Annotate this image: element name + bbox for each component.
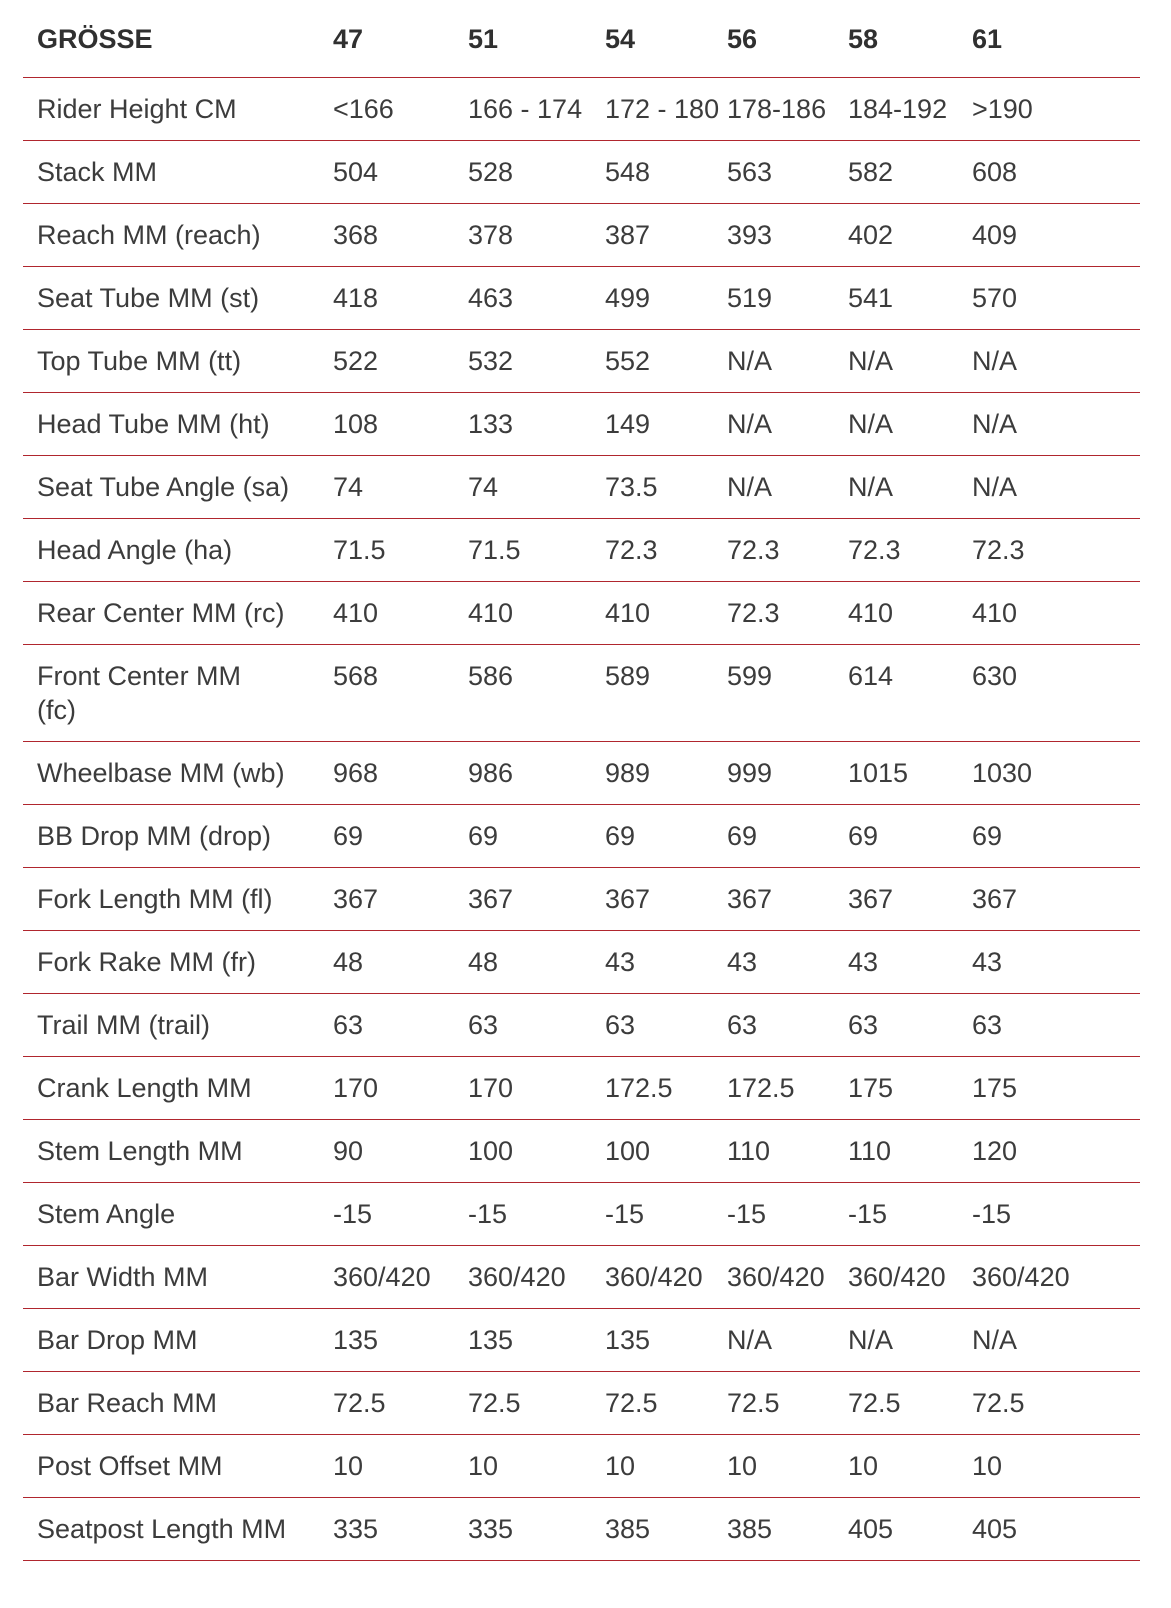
cell-value: 43 <box>972 931 1140 994</box>
cell-value: 170 <box>333 1057 468 1120</box>
cell-value: 367 <box>972 868 1140 931</box>
table-row <box>23 1120 1140 1183</box>
cell-value: 133 <box>468 393 605 456</box>
cell-value: 135 <box>468 1309 605 1372</box>
cell-value: 367 <box>333 868 468 931</box>
table-row <box>23 1498 1140 1561</box>
cell-value: 172 - 180 <box>605 78 727 141</box>
cell-value: 999 <box>727 742 848 805</box>
row-label: Seatpost Length MM <box>23 1498 333 1561</box>
row-label: Rear Center MM (rc) <box>23 582 333 645</box>
cell-value: 63 <box>727 994 848 1057</box>
cell-value: 48 <box>333 931 468 994</box>
cell-value: 360/420 <box>848 1246 972 1309</box>
cell-value: 368 <box>333 204 468 267</box>
cell-value: 10 <box>605 1435 727 1498</box>
cell-value: 72.3 <box>848 519 972 582</box>
cell-value: 110 <box>727 1120 848 1183</box>
cell-value: 72.3 <box>727 519 848 582</box>
row-label-line: Front Center MM <box>37 661 242 691</box>
cell-value: 402 <box>848 204 972 267</box>
table-row <box>23 994 1140 1057</box>
table-row <box>23 931 1140 994</box>
cell-value: 378 <box>468 204 605 267</box>
row-label: Wheelbase MM (wb) <box>23 742 333 805</box>
cell-value: 410 <box>468 582 605 645</box>
cell-value: 69 <box>468 805 605 868</box>
cell-value: 178-186 <box>727 78 848 141</box>
table-row <box>23 1372 1140 1435</box>
cell-value: 69 <box>848 805 972 868</box>
table-row <box>23 1057 1140 1120</box>
row-label: Top Tube MM (tt) <box>23 330 333 393</box>
cell-value: 110 <box>848 1120 972 1183</box>
size-column-header: 58 <box>848 0 972 78</box>
cell-value: 360/420 <box>972 1246 1140 1309</box>
table-row <box>23 1246 1140 1309</box>
cell-value: 63 <box>848 994 972 1057</box>
cell-value: N/A <box>972 1309 1140 1372</box>
table-row <box>23 519 1140 582</box>
cell-value: 120 <box>972 1120 1140 1183</box>
cell-value: 522 <box>333 330 468 393</box>
cell-value: 72.5 <box>972 1372 1140 1435</box>
cell-value: 135 <box>333 1309 468 1372</box>
row-label: Bar Reach MM <box>23 1372 333 1435</box>
cell-value: 586 <box>468 645 605 742</box>
cell-value: 135 <box>605 1309 727 1372</box>
cell-value: 184-192 <box>848 78 972 141</box>
cell-value: 582 <box>848 141 972 204</box>
cell-value: N/A <box>727 330 848 393</box>
row-label-line: (fc) <box>37 695 76 725</box>
table-row <box>23 330 1140 393</box>
cell-value: 170 <box>468 1057 605 1120</box>
row-label: Stack MM <box>23 141 333 204</box>
cell-value: 335 <box>468 1498 605 1561</box>
cell-value: >190 <box>972 78 1140 141</box>
cell-value: 463 <box>468 267 605 330</box>
table-row <box>23 267 1140 330</box>
size-column-header: 54 <box>605 0 727 78</box>
cell-value: 10 <box>333 1435 468 1498</box>
size-column-header: 51 <box>468 0 605 78</box>
table-row <box>23 805 1140 868</box>
cell-value: 360/420 <box>333 1246 468 1309</box>
table-row <box>23 1183 1140 1246</box>
cell-value: N/A <box>972 393 1140 456</box>
cell-value: -15 <box>468 1183 605 1246</box>
row-label: Bar Drop MM <box>23 1309 333 1372</box>
cell-value: 360/420 <box>605 1246 727 1309</box>
cell-value: 986 <box>468 742 605 805</box>
cell-value: -15 <box>605 1183 727 1246</box>
row-label: Seat Tube Angle (sa) <box>23 456 333 519</box>
cell-value: 63 <box>605 994 727 1057</box>
cell-value: 149 <box>605 393 727 456</box>
size-column-header: 56 <box>727 0 848 78</box>
cell-value: 570 <box>972 267 1140 330</box>
cell-value: 172.5 <box>605 1057 727 1120</box>
cell-value: 43 <box>727 931 848 994</box>
cell-value: 989 <box>605 742 727 805</box>
cell-value: 71.5 <box>468 519 605 582</box>
cell-value: 48 <box>468 931 605 994</box>
cell-value: 499 <box>605 267 727 330</box>
cell-value: N/A <box>972 456 1140 519</box>
row-label: Seat Tube MM (st) <box>23 267 333 330</box>
table-row <box>23 645 1140 742</box>
cell-value: 100 <box>605 1120 727 1183</box>
cell-value: 563 <box>727 141 848 204</box>
cell-value: -15 <box>972 1183 1140 1246</box>
cell-value: 72.3 <box>727 582 848 645</box>
cell-value: -15 <box>848 1183 972 1246</box>
cell-value: 409 <box>972 204 1140 267</box>
cell-value: 10 <box>848 1435 972 1498</box>
cell-value: 69 <box>727 805 848 868</box>
cell-value: 69 <box>333 805 468 868</box>
cell-value: 367 <box>848 868 972 931</box>
cell-value: N/A <box>848 393 972 456</box>
cell-value: 519 <box>727 267 848 330</box>
table-row <box>23 742 1140 805</box>
cell-value: 71.5 <box>333 519 468 582</box>
size-column-header: 47 <box>333 0 468 78</box>
cell-value: 74 <box>333 456 468 519</box>
row-label: BB Drop MM (drop) <box>23 805 333 868</box>
cell-value: 1030 <box>972 742 1140 805</box>
cell-value: 73.5 <box>605 456 727 519</box>
cell-value: 10 <box>468 1435 605 1498</box>
cell-value: 367 <box>727 868 848 931</box>
cell-value: 387 <box>605 204 727 267</box>
cell-value: 410 <box>333 582 468 645</box>
cell-value: 108 <box>333 393 468 456</box>
cell-value: 10 <box>972 1435 1140 1498</box>
cell-value: 360/420 <box>468 1246 605 1309</box>
table-row <box>23 141 1140 204</box>
cell-value: N/A <box>848 456 972 519</box>
cell-value: 504 <box>333 141 468 204</box>
table-row <box>23 393 1140 456</box>
cell-value: 72.5 <box>848 1372 972 1435</box>
cell-value: 385 <box>727 1498 848 1561</box>
row-label: Stem Angle <box>23 1183 333 1246</box>
cell-value: N/A <box>848 330 972 393</box>
cell-value: 69 <box>605 805 727 868</box>
row-label: Head Angle (ha) <box>23 519 333 582</box>
cell-value: 541 <box>848 267 972 330</box>
table-row <box>23 1435 1140 1498</box>
row-label: Reach MM (reach) <box>23 204 333 267</box>
cell-value: 552 <box>605 330 727 393</box>
cell-value: 405 <box>972 1498 1140 1561</box>
cell-value: 72.5 <box>333 1372 468 1435</box>
cell-value: 589 <box>605 645 727 742</box>
cell-value: 360/420 <box>727 1246 848 1309</box>
cell-value: 69 <box>972 805 1140 868</box>
cell-value: 630 <box>972 645 1140 742</box>
cell-value: N/A <box>727 456 848 519</box>
cell-value: 63 <box>972 994 1140 1057</box>
cell-value: 968 <box>333 742 468 805</box>
cell-value: 410 <box>848 582 972 645</box>
table-body <box>23 78 1140 1561</box>
cell-value: 405 <box>848 1498 972 1561</box>
cell-value: 367 <box>605 868 727 931</box>
header-row <box>23 0 1140 78</box>
cell-value: -15 <box>727 1183 848 1246</box>
cell-value: 410 <box>972 582 1140 645</box>
cell-value: 367 <box>468 868 605 931</box>
table-row <box>23 868 1140 931</box>
cell-value: <166 <box>333 78 468 141</box>
cell-value: 72.3 <box>972 519 1140 582</box>
row-label: Crank Length MM <box>23 1057 333 1120</box>
cell-value: 43 <box>605 931 727 994</box>
row-label: Post Offset MM <box>23 1435 333 1498</box>
cell-value: N/A <box>972 330 1140 393</box>
table-row <box>23 456 1140 519</box>
cell-value: 74 <box>468 456 605 519</box>
cell-value: 568 <box>333 645 468 742</box>
cell-value: 1015 <box>848 742 972 805</box>
cell-value: 528 <box>468 141 605 204</box>
row-label: Rider Height CM <box>23 78 333 141</box>
cell-value: 63 <box>333 994 468 1057</box>
cell-value: 532 <box>468 330 605 393</box>
size-column-header: 61 <box>972 0 1140 78</box>
cell-value: 410 <box>605 582 727 645</box>
cell-value: 608 <box>972 141 1140 204</box>
cell-value: 385 <box>605 1498 727 1561</box>
cell-value: 393 <box>727 204 848 267</box>
cell-value: 63 <box>468 994 605 1057</box>
cell-value: 43 <box>848 931 972 994</box>
row-label: Trail MM (trail) <box>23 994 333 1057</box>
cell-value: 599 <box>727 645 848 742</box>
cell-value: N/A <box>848 1309 972 1372</box>
row-label: Bar Width MM <box>23 1246 333 1309</box>
cell-value: 335 <box>333 1498 468 1561</box>
cell-value: 614 <box>848 645 972 742</box>
geometry-table <box>23 0 1140 1561</box>
cell-value: 72.3 <box>605 519 727 582</box>
cell-value: 72.5 <box>468 1372 605 1435</box>
cell-value: 72.5 <box>605 1372 727 1435</box>
cell-value: 166 - 174 <box>468 78 605 141</box>
cell-value: 175 <box>972 1057 1140 1120</box>
cell-value: 175 <box>848 1057 972 1120</box>
cell-value: 72.5 <box>727 1372 848 1435</box>
cell-value: 10 <box>727 1435 848 1498</box>
table-row <box>23 582 1140 645</box>
row-label: Fork Length MM (fl) <box>23 868 333 931</box>
row-label <box>23 645 333 742</box>
table-title-header: GRÖSSE <box>23 0 333 78</box>
cell-value: N/A <box>727 1309 848 1372</box>
table-row <box>23 204 1140 267</box>
cell-value: 172.5 <box>727 1057 848 1120</box>
table-row <box>23 78 1140 141</box>
cell-value: 418 <box>333 267 468 330</box>
cell-value: 548 <box>605 141 727 204</box>
cell-value: 100 <box>468 1120 605 1183</box>
row-label: Head Tube MM (ht) <box>23 393 333 456</box>
table-row <box>23 1309 1140 1372</box>
row-label: Fork Rake MM (fr) <box>23 931 333 994</box>
row-label: Stem Length MM <box>23 1120 333 1183</box>
cell-value: -15 <box>333 1183 468 1246</box>
cell-value: 90 <box>333 1120 468 1183</box>
cell-value: N/A <box>727 393 848 456</box>
